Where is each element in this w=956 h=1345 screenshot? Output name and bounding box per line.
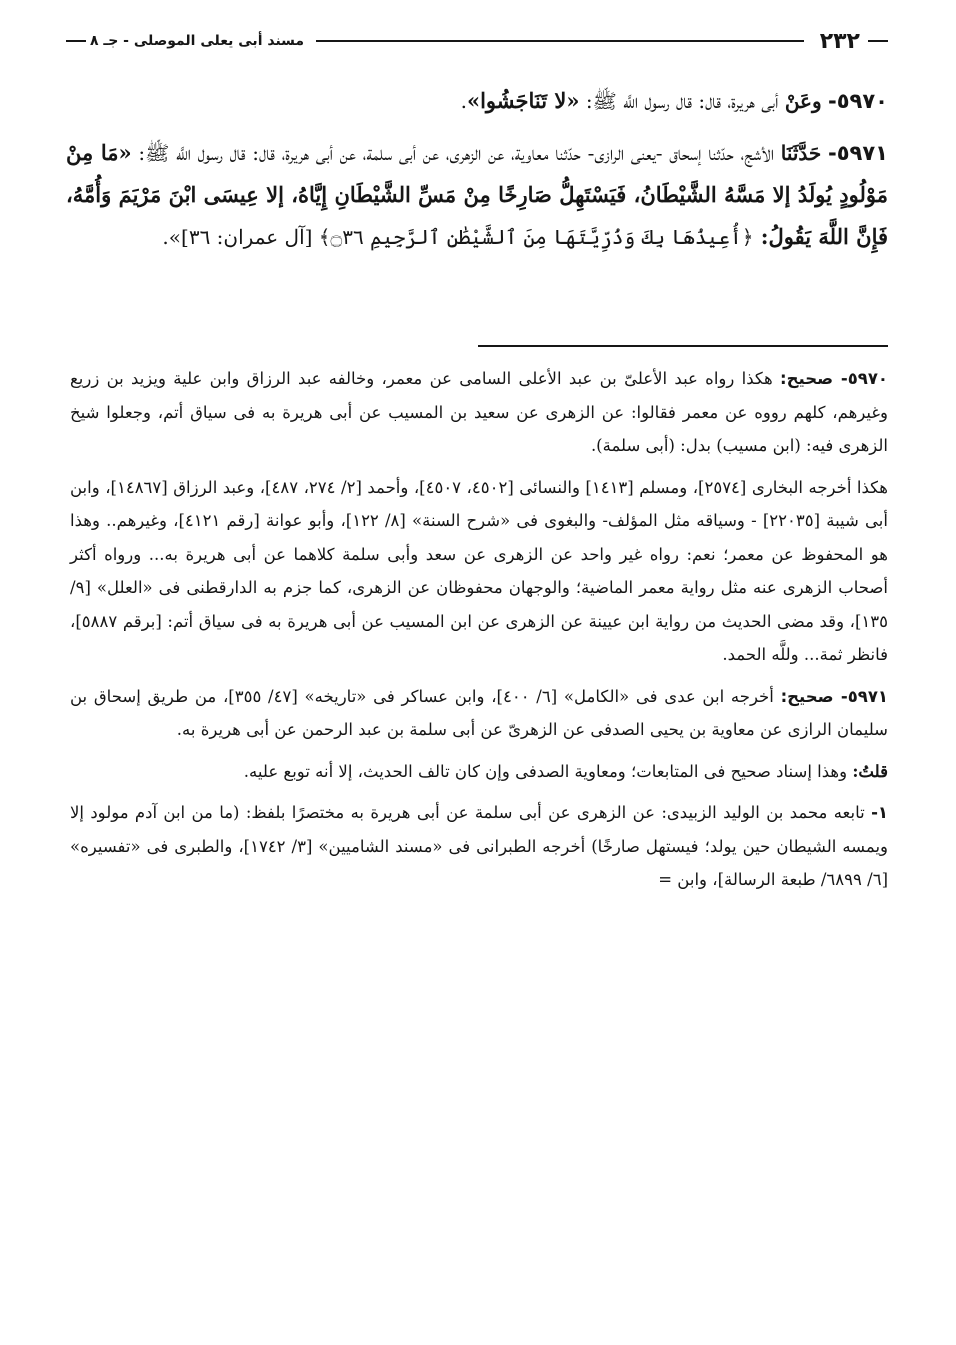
hadith-number: ٥٩٧١ xyxy=(836,141,888,165)
footnote-text: تابعه محمد بن الوليد الزبيدى: عن الزهرى عن أبى سلمة عن أبى هريرة به مختصرًا بلفظ: (ما من ابن آدم مولود إلا ويمسه الشيطان حين يولد؛ فيستهل صارخًا) أخرجه الطبرانى فى «مسند الشاميين» [٣/ ١٧٤٢]، والطبرى فى «تفسيره» [٦/ ٦٨٩٩/ طبعة الرسالة]، وابن = xyxy=(70,803,889,889)
footnote-label: ٥٩٧٠- صحيح: xyxy=(780,369,888,388)
hadith-5971 xyxy=(66,132,888,258)
footnote-text: هكذا أخرجه البخارى [٢٥٧٤]، ومسلم [١٤١٣] والنسائى [٤٥٠٢، ٤٥٠٧]، وأحمد [٢/ ٢٧٤، ٤٨٧]، وعبد الرزاق [١٤٨٦٧]، وابن أبى شيبة [٢٢٠٣٥] - وسياقه مثل المؤلف- والبغوى فى «شرح السنة» [٨/ ١٢٢]، وأبو عوانة [رقم ٤١٢١]، وغيرهم.. وهذا هو المحفوظ عن معمر؛ نعم: رواه غير واحد عن الزهرى عن سعد وأبى سلمة كلاهما عن أبى هريرة به... ورواه أكثر أصحاب الزهرى عنه مثل رواية معمر الماضية؛ والوجهان محفوظان عن الزهرى، كما جزم به الدارقطنى فى «العلل» [٩/ ١٣٥]، وقد مضى الحديث من رواية ابن عيينة عن الزهرى عن ابن المسيب عن أبى هريرة به فى سياق أتم: [برقم ٥٨٨٧]، فانظر ثمة... وللَّه الحمد. xyxy=(70,477,888,664)
footnotes xyxy=(70,362,888,905)
quran-verse: ﴿أُعِيذُهَا بِكَ وَذُرِّيَّتَهَا مِنَ ٱلشَّيْطَٰنِ ٱلرَّجِيمِ ۝٣٦﴾ xyxy=(318,225,754,249)
page-number: ٢٣٢ xyxy=(819,28,860,54)
header-rule-lead xyxy=(868,40,888,42)
footnote-label: قلتُ: xyxy=(852,761,888,781)
running-header xyxy=(66,24,888,58)
footnote-text: وهذا إسناد صحيح فى المتابعات؛ ومعاوية الصدفى وإن كان تالف الحديث، إلا أنه توبع عليه. xyxy=(243,761,853,781)
header-rule-tail xyxy=(66,40,86,42)
hadith-isnad: أبى هريرة، قال: قال رسول اللَّه ﷺ: xyxy=(579,89,779,113)
main-text xyxy=(66,80,888,268)
footnote-5971 xyxy=(70,680,888,747)
book-title: مسند أبى يعلى الموصلى - جـ ٨ xyxy=(90,33,305,49)
footnote-label: ٥٩٧١- صحيح: xyxy=(780,686,888,706)
hadith-matn: «مَا مِنْ مَوْلُودٍ يُولَدُ إلا مَسَّهُ الشَّيْطَانُ، فَيَسْتَهِلُّ صَارِخًا مِنْ مَسِّ الشَّيْطَانِ إِيَّاهُ، إلا عِيسَى ابْنَ مَرْيَمَ وَأُمَّهُ، فَإِنَّ اللَّهَ يَقُولُ: xyxy=(66,140,888,249)
footnote-text: هكذا رواه عبد الأعلىّ بن عبد الأعلى السامى عن معمر، وخالفه عبد الرزاق وابن علية ويزيد بن زريع وغيرهم، كلهم رووه عن معمر فقالوا: عن الزهرى عن سعيد بن المسيب عن أبى هريرة به فى سياق أتم، وجعلوا شيخ الزهرى فيه: (ابن مسيب) بدل: (أبى سلمة). xyxy=(70,369,888,455)
footnote-mutaba xyxy=(70,796,888,897)
footnote-5970-takhrij xyxy=(70,471,888,672)
hadith-dash: - xyxy=(828,89,837,113)
hadith-number: ٥٩٧٠ xyxy=(836,89,888,113)
hadith-matn: «لا تَنَاجَشُوا» xyxy=(466,88,580,113)
hadith-dash: - xyxy=(828,141,837,165)
footnote-qult xyxy=(70,755,888,789)
hadith-lead-word: وعَنْ xyxy=(784,89,822,113)
footnote-label: ١- xyxy=(871,803,888,822)
footnote-5970 xyxy=(70,362,888,463)
footnote-separator xyxy=(478,345,888,347)
quran-citation: [آل عمران: ٣٦]». xyxy=(162,225,319,249)
footnote-text: أخرجه ابن عدى فى «الكامل» [٦/ ٤٠٠]، وابن عساكر فى «تاريخه» [٤٧/ ٣٥٥]، من طريق إسحاق بن سليمان الرازى عن معاوية بن يحيى الصدفى عن الزهرىّ عن أبى سلمة بن عبد الرحمن عن أبى هريرة به. xyxy=(70,686,888,739)
hadith-5970 xyxy=(66,80,888,122)
hadith-end: . xyxy=(460,89,467,113)
hadith-isnad: الأشج، حدّثنا إسحاق -يعنى الرازى- حدّثنا معاوية، عن الزهرى، عن أبى سلمة، عن أبى هريرة، قال: قال رسول اللَّه ﷺ: xyxy=(131,141,775,165)
header-rule xyxy=(316,40,804,42)
hadith-lead-word: حَدَّثَنَا xyxy=(780,141,822,165)
